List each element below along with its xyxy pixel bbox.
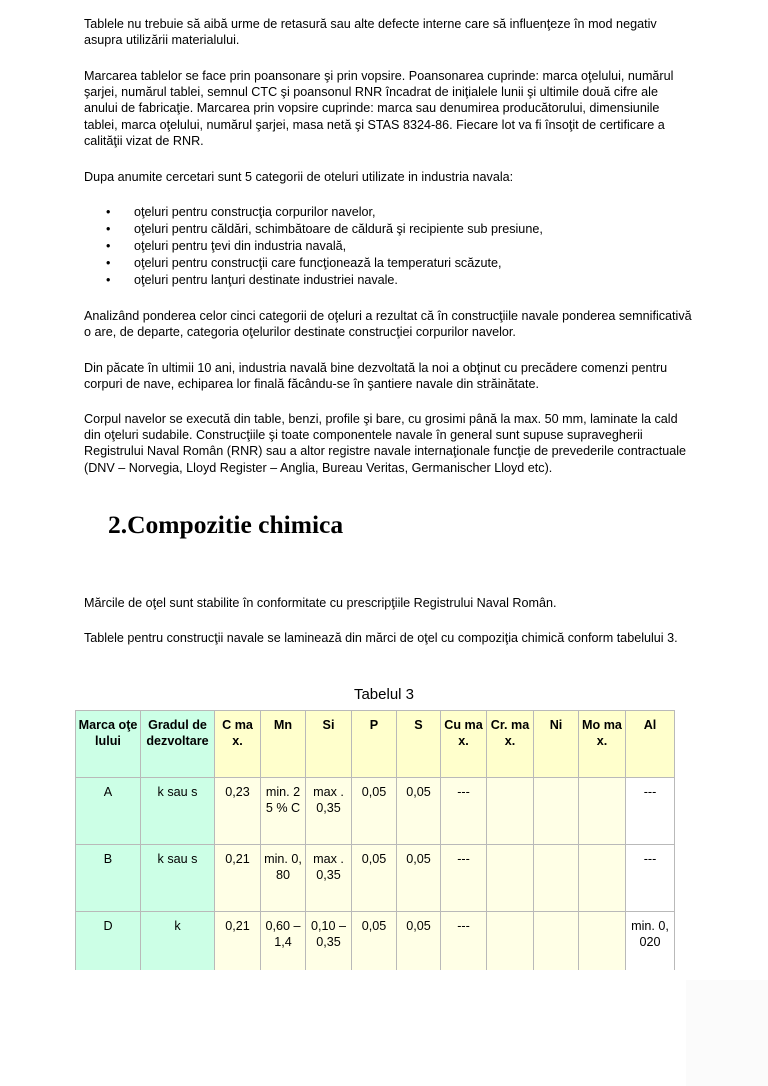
list-item: • oţeluri pentru căldări, schimbătoare de căldură şi recipiente sub presiune,: [106, 222, 543, 236]
bullet-icon: •: [106, 222, 111, 236]
column-header: Ni: [534, 711, 579, 778]
table-cell: 0,23: [215, 778, 261, 845]
table-cell: [487, 778, 534, 845]
table-cell: [534, 845, 579, 912]
table-cell: ---: [626, 845, 675, 912]
table-cell: 0,10 – 0,35: [306, 912, 352, 971]
column-header: C max.: [215, 711, 261, 778]
column-header: S: [397, 711, 441, 778]
table-cell: A: [76, 778, 141, 845]
table-cell: 0,05: [352, 845, 397, 912]
table-header-row: [76, 711, 675, 778]
paragraph-marking: Marcarea tablelor se face prin poansonare şi prin vopsire. Poansonarea cuprinde: marca oţelului, numărul şarjei, numărul tablei, semnul CTC şi poansonul RNR încadrat de iniţialele lunii şi ultimile două cifre ale anului de fabricaţie. Marcarea prin vopsire cuprinde: marca sau denumirea producătorului, dimensiunile tablei, marca oţelului, numărul şarjei, masa netă şi STAS 8324-86. Fiecare lot va fi însoţit de certificare a calităţii vizat de RNR.: [84, 69, 674, 148]
table-row: [76, 845, 675, 912]
table-cell: D: [76, 912, 141, 971]
list-item: • oţeluri pentru ţevi din industria navală,: [106, 239, 347, 253]
chemical-composition-table: [75, 710, 675, 970]
paragraph-hull: Corpul navelor se execută din table, benzi, profile şi bare, cu grosimi până la max. 50 mm, laminate la cald din oţeluri sudabile. Construcţiile şi toate componentele navale în general sunt supuse supravegherii Registrului Naval Român (RNR) sau a altor registre navale internaţionale funcţie de prevederile contractuale (DNV – Norvegia, Lloyd Register – Anglia, Bureau Veritas, Germanischer Lloyd etc).: [84, 412, 687, 475]
page-corner-shade: [686, 980, 768, 1086]
table-cell: k sau s: [141, 845, 215, 912]
table-cell: 0,60 – 1,4: [261, 912, 306, 971]
table-cell: [487, 912, 534, 971]
list-item: • oţeluri pentru construcţii care funcţionează la temperaturi scăzute,: [106, 256, 502, 270]
table-cell: max . 0,35: [306, 778, 352, 845]
bullet-icon: •: [106, 205, 111, 219]
table-row: [76, 778, 675, 845]
column-header: Mo max.: [579, 711, 626, 778]
bullet-icon: •: [106, 239, 111, 253]
table-cell: min. 0,020: [626, 912, 675, 971]
list-item: • oţeluri pentru lanţuri destinate industriei navale.: [106, 273, 398, 287]
paragraph-analysis: Analizând ponderea celor cinci categorii de oţeluri a rezultat că în construcţiile navale ponderea semnificativă o are, de departe, categoria oţelurilor destinate construcţiei corpurilor navelor.: [84, 309, 692, 340]
column-header: Gradul de dezvoltare: [141, 711, 215, 778]
table-cell: ---: [626, 778, 675, 845]
table-cell: [534, 778, 579, 845]
table-cell: [534, 912, 579, 971]
table-cell: 0,05: [397, 912, 441, 971]
column-header: Mn: [261, 711, 306, 778]
table-caption: Tabelul 3: [353, 686, 415, 703]
paragraph-categories-intro: Dupa anumite cercetari sunt 5 categorii de oteluri utilizate in industria navala:: [84, 170, 514, 184]
paragraph-steel-grades: Mărcile de oţel sunt stabilite în conformitate cu prescripţiile Registrului Naval Român.: [84, 596, 557, 610]
table-row: [76, 912, 675, 971]
steel-categories-list: [84, 204, 694, 289]
table-cell: k sau s: [141, 778, 215, 845]
table-cell: 0,21: [215, 912, 261, 971]
table-cell: min. 25 % C: [261, 778, 306, 845]
table-cell: ---: [441, 845, 487, 912]
bullet-icon: •: [106, 273, 111, 287]
table-cell: 0,05: [352, 778, 397, 845]
table-cell: 0,05: [397, 778, 441, 845]
table-cell: 0,05: [397, 845, 441, 912]
column-header: P: [352, 711, 397, 778]
column-header: Cu max.: [441, 711, 487, 778]
column-header: Cr. max.: [487, 711, 534, 778]
table-cell: max . 0,35: [306, 845, 352, 912]
paragraph-plates: Tablele pentru construcţii navale se laminează din mărci de oţel cu compoziţia chimică conform tabelului 3.: [84, 631, 678, 645]
paragraph-defects: Tablele nu trebuie să aibă urme de retasură sau alte defecte interne care să influenţeze în mod negativ asupra utilizării materialului.: [84, 17, 657, 48]
table-cell: 0,05: [352, 912, 397, 971]
table-cell: ---: [441, 912, 487, 971]
table-cell: [579, 845, 626, 912]
bullet-icon: •: [106, 256, 111, 270]
column-header: Al: [626, 711, 675, 778]
column-header: Si: [306, 711, 352, 778]
table-cell: [579, 912, 626, 971]
table-cell: [579, 778, 626, 845]
column-header: Marca oţelului: [76, 711, 141, 778]
list-item: • oţeluri pentru construcţia corpurilor navelor,: [106, 205, 376, 219]
table-cell: 0,21: [215, 845, 261, 912]
table-cell: ---: [441, 778, 487, 845]
section-heading: 2.Compozitie chimica: [108, 510, 344, 539]
table-cell: min. 0,80: [261, 845, 306, 912]
table-cell: B: [76, 845, 141, 912]
paragraph-industry: Din păcate în ultimii 10 ani, industria navală bine dezvoltată la noi a obţinut cu precădere comenzi pentru corpuri de nave, echiparea lor finală făcându-se în şantiere navale din străinătate.: [84, 361, 668, 392]
table-cell: k: [141, 912, 215, 971]
table-cell: [487, 845, 534, 912]
